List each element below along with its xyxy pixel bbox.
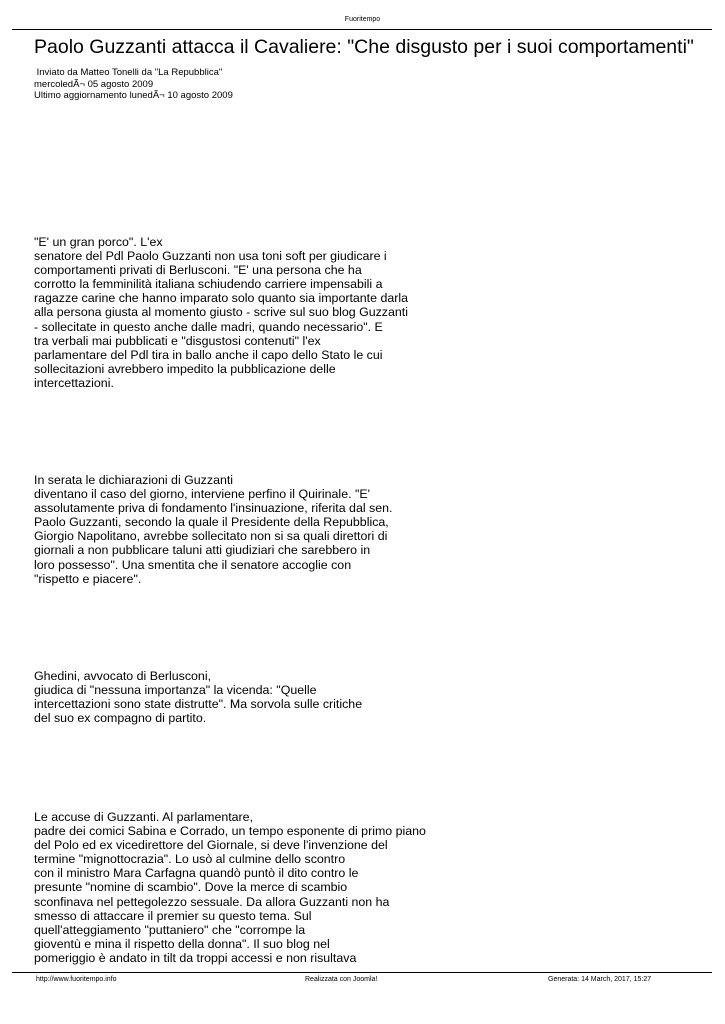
paragraph-line: Giorgio Napolitano, avrebbe sollecitato non si sa quali direttori di [34, 529, 388, 544]
paragraph-line: Paolo Guzzanti, secondo la quale il Presidente della Repubblica, [34, 515, 389, 530]
paragraph-line: alla persona giusta al momento giusto - scrive sul suo blog Guzzanti [34, 305, 408, 320]
paragraph-line: presunte "nomine di scambio". Dove la merce di scambio [34, 880, 348, 895]
footer-url-link[interactable]: http://www.fuoritempo.info [36, 976, 117, 983]
paragraph-line: assolutamente priva di fondamento l'insinuazione, riferita dal sen. [34, 501, 393, 516]
paragraph [34, 669, 362, 725]
paragraph-line: del Polo ed ex vicedirettore del Giornale, si deve l'invenzione del [34, 838, 388, 853]
paragraph-line: parlamentare del Pdl tira in ballo anche il capo dello Stato le cui [34, 347, 383, 362]
paragraph-line: termine "mignottocrazia". Lo usò al culmine dello scontro [34, 852, 346, 867]
paragraph-line: "E' un gran porco". L'ex [34, 235, 163, 249]
article-updated: Ultimo aggiornamento lunedÃ¬ 10 agosto 2009 [34, 90, 233, 101]
paragraph-line: In serata le dichiarazioni di Guzzanti [34, 473, 234, 487]
site-header: Fuoritempo [344, 16, 381, 23]
paragraph-line: Le accuse di Guzzanti. Al parlamentare, [34, 810, 254, 824]
paragraph-line: "rispetto e piacere". [34, 571, 142, 586]
paragraph-line: loro possesso". Una smentita che il senatore accoglie con [34, 557, 352, 572]
paragraph-line: corrotto la femminilità italiana schiudendo carriere impensabili a [34, 277, 383, 292]
paragraph [34, 473, 392, 586]
paragraph-line: comportamenti privati di Berlusconi. "E' una persona che ha [34, 263, 362, 278]
article-meta [34, 67, 233, 102]
paragraph-line: smesso di attaccare il premier su questo tema. Sul [34, 908, 312, 923]
paragraph-line: quell'atteggiamento "puttaniero" che "corrompe la [34, 922, 306, 937]
paragraph-line: giornali a non pubblicare taluni atti giudiziari che sarebbero in [34, 543, 371, 558]
paragraph-line: intercettazioni sono state distrutte". Ma sorvola sulle critiche [34, 697, 363, 712]
paragraph-line: - sollecitate in questo anche dalle madri, quando necessario". E [34, 319, 383, 334]
paragraph-line: con il ministro Mara Carfagna quandò puntò il dito contro le [34, 866, 359, 881]
paragraph-line: padre dei comici Sabina e Corrado, un tempo esponente di primo piano [34, 824, 426, 839]
paragraph-line: del suo ex compagno di partito. [34, 711, 207, 726]
paragraph [34, 810, 426, 965]
footer-divider [12, 972, 712, 973]
paragraph-line: pomeriggio è andato in tilt da troppi accessi e non risultava [34, 950, 357, 965]
paragraph-line: sconfinava nel pettegolezzo sessuale. Da allora Guzzanti non ha [34, 894, 390, 909]
paragraph-line: tra verbali mai pubblicati e "disgustosi contenuti" l'ex [34, 333, 321, 348]
paragraph-line: Ghedini, avvocato di Berlusconi, [34, 669, 212, 683]
footer-generated: Generata: 14 March, 2017, 15:27 [548, 976, 652, 983]
paragraph-line: gioventù e mina il rispetto della donna". Il suo blog nel [34, 936, 330, 951]
paragraph-line: giudica di "nessuna importanza" la vicenda: "Quelle [34, 683, 317, 698]
paragraph-line: intercettazioni. [34, 375, 114, 390]
article-author: Inviato da Matteo Tonelli da "La Repubblica" [34, 67, 223, 78]
paragraph-line: sollecitazioni avrebbero impedito la pubblicazione delle [34, 361, 336, 376]
article-date: mercoledÃ¬ 05 agosto 2009 [34, 78, 154, 90]
paragraph [34, 235, 408, 390]
paragraph-line: senatore del Pdl Paolo Guzzanti non usa toni soft per giudicare i [34, 249, 387, 264]
footer-credit: Realizzata con Joomla! [305, 976, 378, 983]
header-divider [12, 29, 712, 30]
article-title: Paolo Guzzanti attacca il Cavaliere: "Che disgusto per i suoi comportamenti" [34, 36, 694, 58]
paragraph-line: diventano il caso del giorno, interviene perfino il Quirinale. "E' [34, 487, 370, 502]
paragraph-line: ragazze carine che hanno imparato solo quanto sia importante darla [34, 291, 409, 306]
